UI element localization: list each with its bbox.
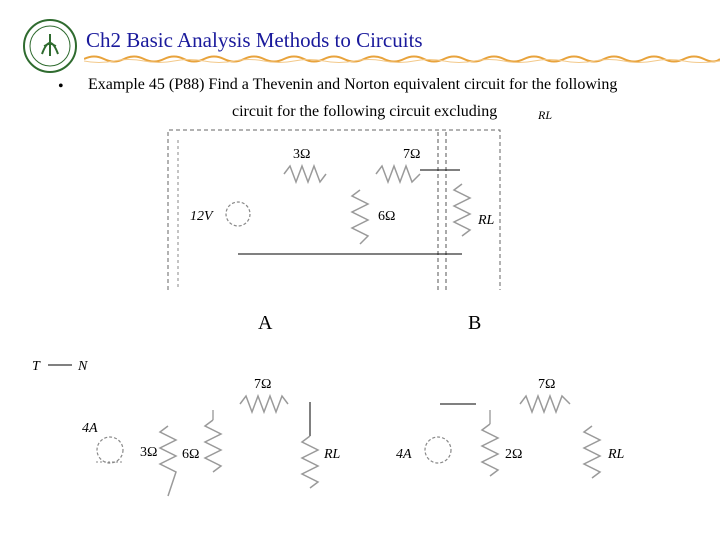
right-current-source-icon <box>425 437 451 463</box>
voltage-source-icon <box>226 202 250 226</box>
left-resistor-6ohm <box>205 420 221 472</box>
page-title: Ch2 Basic Analysis Methods to Circuits <box>86 28 423 52</box>
problem-statement-line2: circuit for the following circuit excluding <box>232 103 498 120</box>
left-resistor-3ohm <box>160 426 176 496</box>
label-b: B <box>468 312 482 334</box>
dashed-boundary <box>168 130 500 290</box>
load-resistor-label: RL <box>478 213 495 228</box>
transform-label <box>32 359 88 374</box>
left-load-resistor-label: RL <box>324 447 341 462</box>
label-a: A <box>258 312 273 334</box>
right-load-resistor <box>584 426 600 478</box>
resistor-6ohm <box>352 190 368 244</box>
right-resistor-7ohm <box>520 396 570 412</box>
left-current-source-label: 4A <box>82 421 98 436</box>
load-resistor-symbol: RL <box>538 108 553 122</box>
resistor-6ohm-label: 6Ω <box>378 209 396 224</box>
left-resistor-7ohm <box>240 396 288 412</box>
left-load-resistor <box>302 436 318 488</box>
transform-t: T <box>32 359 40 374</box>
left-resistor-3ohm-label: 3Ω <box>140 445 158 460</box>
transform-n: N <box>78 359 88 374</box>
resistor-3ohm-label: 3Ω <box>293 147 311 162</box>
bullet-marker: • <box>58 78 64 95</box>
right-circuit <box>396 377 625 478</box>
left-circuit <box>82 377 341 496</box>
right-current-source-label: 4A <box>396 447 412 462</box>
load-resistor <box>454 184 470 236</box>
left-current-source-icon <box>97 437 123 463</box>
resistor-3ohm <box>284 166 326 182</box>
main-circuit <box>168 130 500 290</box>
right-resistor-2ohm <box>482 424 498 476</box>
problem-statement-line1: Example 45 (P88) Find a Thevenin and Norton equivalent circuit for the following <box>88 76 618 93</box>
resistor-7ohm <box>376 166 420 182</box>
left-resistor-7ohm-label: 7Ω <box>254 377 272 392</box>
left-resistor-6ohm-label: 6Ω <box>182 447 200 462</box>
voltage-source-label: 12V <box>190 209 213 224</box>
right-load-resistor-label: RL <box>608 447 625 462</box>
right-resistor-7ohm-label: 7Ω <box>538 377 556 392</box>
right-resistor-2ohm-label: 2Ω <box>505 447 523 462</box>
resistor-7ohm-label: 7Ω <box>403 147 421 162</box>
